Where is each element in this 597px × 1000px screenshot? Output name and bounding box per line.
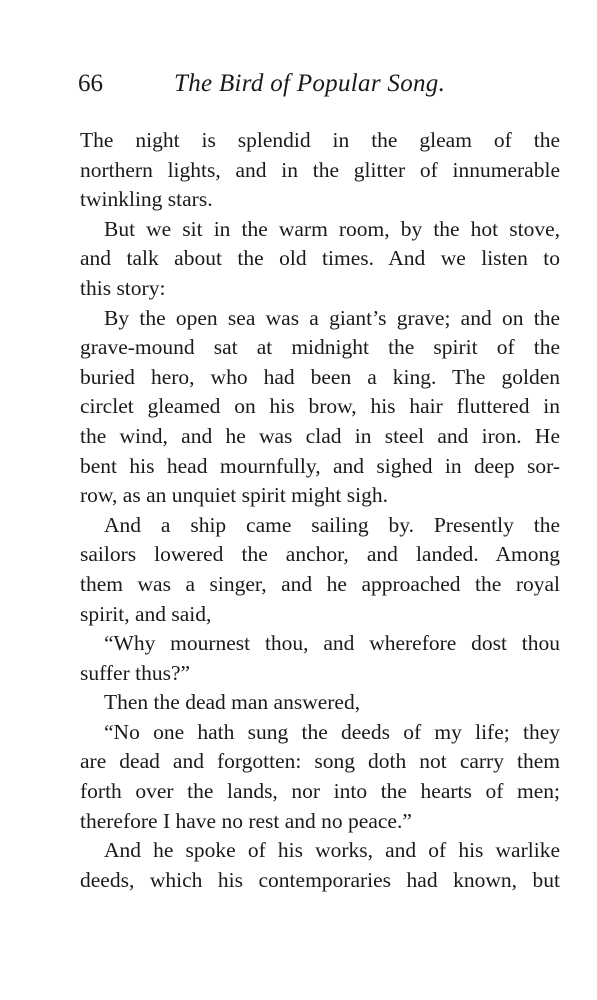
text-line: spirit, and said, — [80, 601, 212, 626]
text-line: Then the dead man answered, — [104, 690, 361, 715]
text-line: circlet gleamed on his brow, his hair fluttered in — [80, 394, 560, 419]
text-line: buried hero, who had been a king. The golden — [80, 364, 560, 389]
text-line: northern lights, and in the glitter of innumerable — [80, 157, 560, 182]
body-text — [80, 126, 560, 895]
running-title: The Bird of Popular Song. — [174, 70, 446, 97]
text-line: By the open sea was a giant’s grave; and on the — [104, 305, 560, 330]
text-line: the wind, and he was clad in steel and iron. He — [80, 423, 560, 448]
text-line: And a ship came sailing by. Presently the — [104, 512, 560, 537]
text-line: therefore I have no rest and no peace.” — [80, 808, 412, 833]
text-line: suffer thus?” — [80, 660, 191, 685]
text-line: them was a singer, and he approached the royal — [80, 571, 560, 596]
text-line: The night is splendid in the gleam of the — [80, 128, 560, 152]
text-line: grave-mound sat at midnight the spirit of the — [80, 335, 560, 360]
page-number: 66 — [78, 70, 103, 97]
text-line: “Why mournest thou, and wherefore dost thou — [104, 631, 560, 656]
text-line: this story: — [80, 275, 166, 300]
text-line: And he spoke of his works, and of his warlike — [104, 838, 560, 863]
text-line: row, as an unquiet spirit might sigh. — [80, 483, 388, 508]
text-line: sailors lowered the anchor, and landed. Among — [80, 542, 560, 567]
text-line: bent his head mournfully, and sighed in deep sor- — [80, 453, 560, 478]
text-line: deeds, which his contemporaries had known, but — [80, 867, 560, 892]
text-line: But we sit in the warm room, by the hot stove, — [104, 216, 560, 241]
text-line: are dead and forgotten: song doth not carry them — [80, 749, 560, 774]
text-line: “No one hath sung the deeds of my life; they — [104, 719, 560, 744]
text-line: twinkling stars. — [80, 187, 213, 212]
running-head — [78, 70, 478, 106]
text-line: and talk about the old times. And we listen to — [80, 246, 560, 271]
text-line: forth over the lands, nor into the hearts of men; — [80, 779, 560, 804]
